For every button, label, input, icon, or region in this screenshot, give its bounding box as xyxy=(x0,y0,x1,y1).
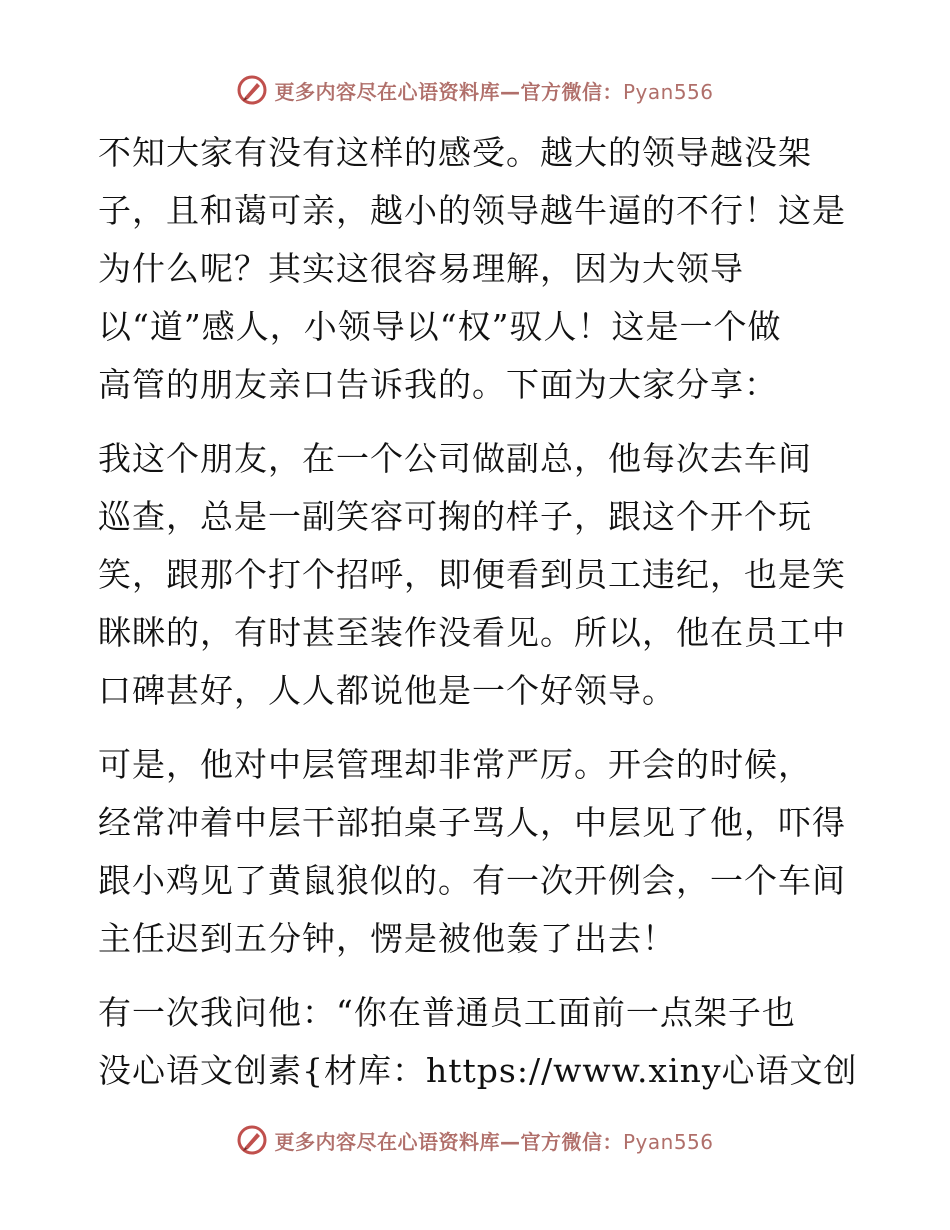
text-line: 不知大家有没有这样的感受。越大的领导越没架 xyxy=(98,133,812,172)
text-line: 子，且和蔼可亲，越小的领导越牛逼的不行！这是 xyxy=(98,191,846,230)
text-line: 口碑甚好，人人都说他是一个好领导。 xyxy=(98,671,676,710)
header-watermark-banner xyxy=(0,70,950,110)
pen-logo-icon xyxy=(236,74,268,106)
paragraph-1 xyxy=(98,124,858,414)
text-line: 可是，他对中层管理却非常严厉。开会的时候， xyxy=(98,745,812,784)
footer-watermark-banner xyxy=(0,1120,950,1160)
text-line: 以“道”感人，小领导以“权”驭人！这是一个做 xyxy=(98,307,782,346)
paragraph-2 xyxy=(98,430,858,720)
text-line: 跟小鸡见了黄鼠狼似的。有一次开例会，一个车间 xyxy=(98,861,846,900)
header-banner-main: 更多内容尽在心语资料库—官方微信： xyxy=(274,79,623,104)
header-banner-text xyxy=(274,76,713,105)
footer-banner-id: Pyan556 xyxy=(622,1129,714,1154)
text-line: 没心语文创素{材库：https://www.xiny心语文创 xyxy=(98,1051,858,1090)
footer-banner-main: 更多内容尽在心语资料库—官方微信： xyxy=(274,1129,623,1154)
header-banner-id: Pyan556 xyxy=(622,79,714,104)
text-line: 笑，跟那个打个招呼，即便看到员工违纪，也是笑 xyxy=(98,555,846,594)
text-line: 眯眯的，有时甚至装作没看见。所以，他在员工中 xyxy=(98,613,846,652)
footer-banner-text xyxy=(274,1126,713,1155)
text-line: 我这个朋友，在一个公司做副总，他每次去车间 xyxy=(98,439,812,478)
text-line: 高管的朋友亲口告诉我的。下面为大家分享： xyxy=(98,365,778,404)
text-line: 巡查，总是一副笑容可掬的样子，跟这个开个玩 xyxy=(98,497,812,536)
paragraph-4 xyxy=(98,984,858,1100)
text-line: 有一次我问他：“你在普通员工面前一点架子也 xyxy=(98,993,796,1032)
document-body xyxy=(98,124,858,1116)
pen-logo-icon xyxy=(236,1124,268,1156)
text-line: 为什么呢？其实这很容易理解，因为大领导 xyxy=(98,249,744,288)
paragraph-3 xyxy=(98,736,858,968)
text-line: 主任迟到五分钟，愣是被他轰了出去！ xyxy=(98,919,676,958)
text-line: 经常冲着中层干部拍桌子骂人，中层见了他，吓得 xyxy=(98,803,846,842)
